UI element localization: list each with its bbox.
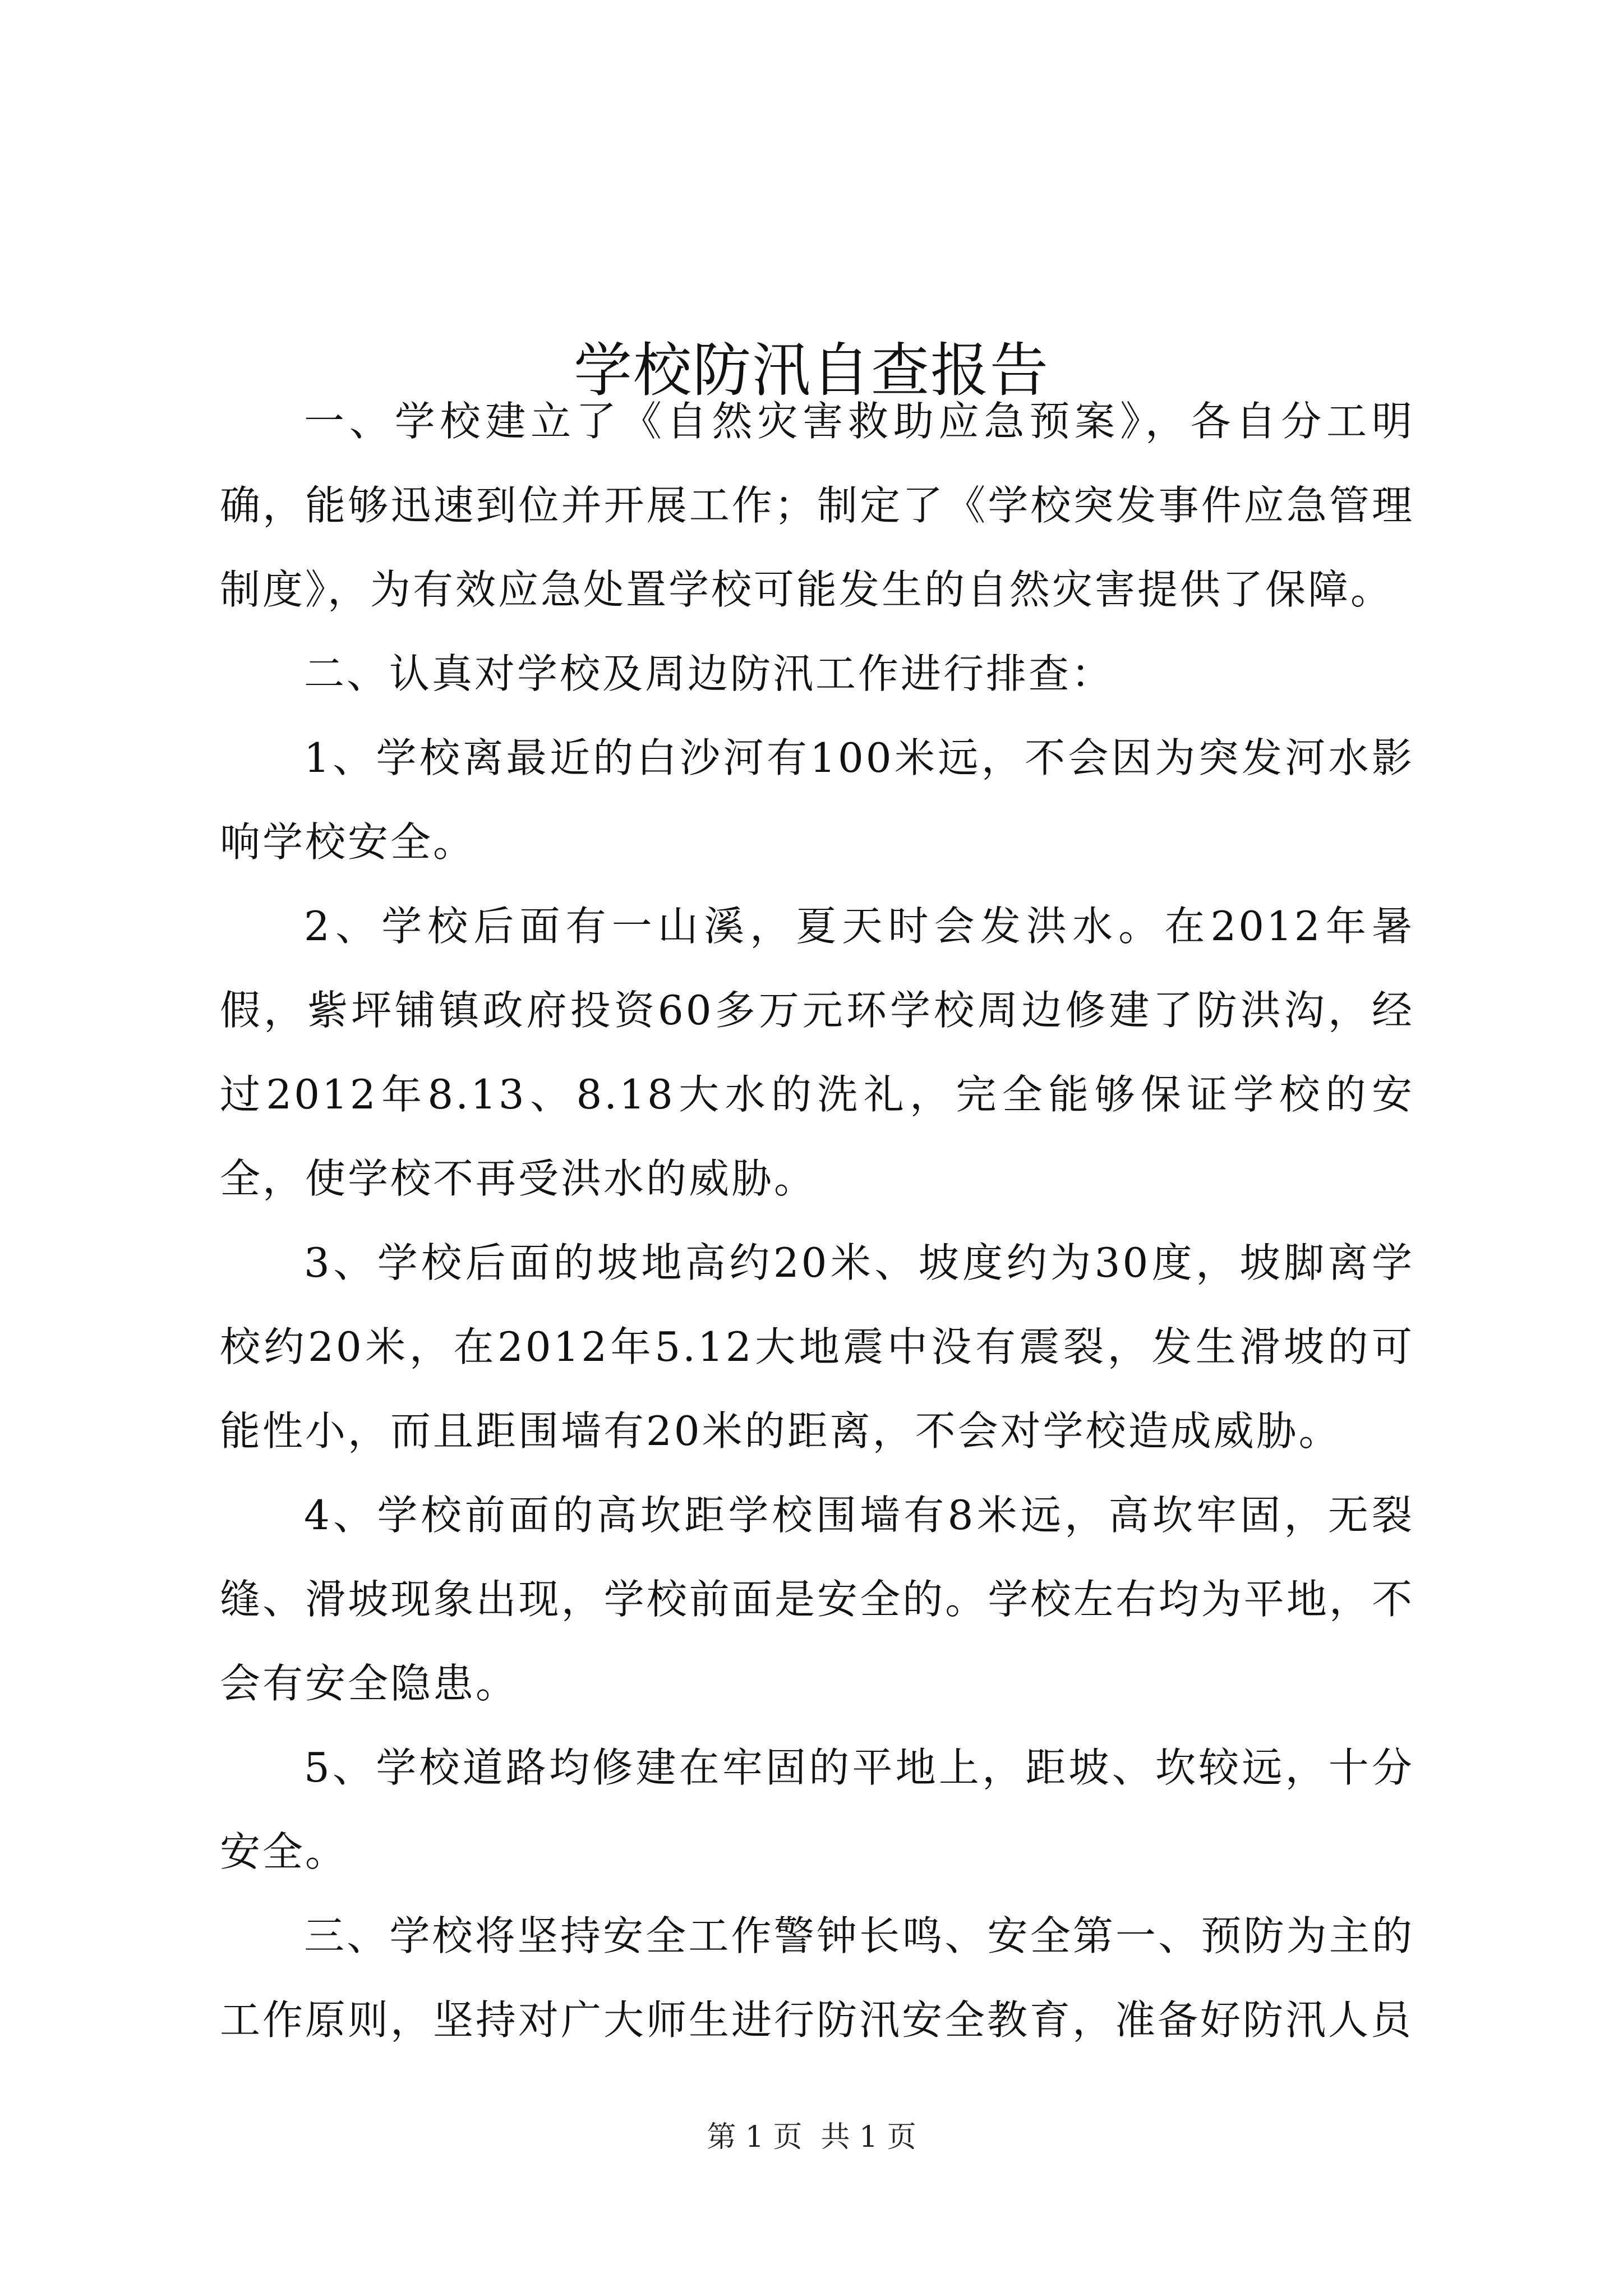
paragraph-4: 2、学校后面有一山溪，夏天时会发洪水。在2012年暑假，紫坪铺镇政府投资60多万元环学校周边修建了防洪沟，经过2012年8.13、8.18大水的洗礼，完全能够保证学校的安全，使学校不再受洪水的威胁。 <box>220 903 1414 1202</box>
page-number-label: 第 1 页 共 1 页 <box>707 2120 916 2154</box>
paragraph-3: 1、学校离最近的白沙河有100米远，不会因为突发河水影响学校安全。 <box>220 734 1414 866</box>
paragraph-5: 3、学校后面的坡地高约20米、坡度约为30度，坡脚离学校约20米，在2012年5.12大地震中没有震裂，发生滑坡的可能性小，而且距围墙有20米的距离，不会对学校造成威胁。 <box>220 1239 1414 1455</box>
document-title: 学校防汛自查报告 <box>573 335 1049 404</box>
paragraph-8: 三、学校将坚持安全工作警钟长鸣、安全第一、预防为主的工作原则，坚持对广大师生进行防汛安全教育，准备好防汛人员 <box>220 1912 1414 2044</box>
paragraph-6: 4、学校前面的高坎距学校围墙有8米远，高坎牢固，无裂缝、滑坡现象出现，学校前面是安全的。学校左右均为平地，不会有安全隐患。 <box>220 1492 1414 1707</box>
paragraph-1: 一、学校建立了《自然灾害救助应急预案》，各自分工明确，能够迅速到位并开展工作；制定了《学校突发事件应急管理制度》，为有效应急处置学校可能发生的自然灾害提供了保障。 <box>220 398 1414 613</box>
document-body <box>220 379 1414 2062</box>
paragraph-7: 5、学校道路均修建在牢固的平地上，距坡、坎较远，十分安全。 <box>220 1744 1414 1875</box>
page-footer <box>0 2118 1623 2157</box>
paragraph-2: 二、认真对学校及周边防汛工作进行排查： <box>304 650 1114 697</box>
